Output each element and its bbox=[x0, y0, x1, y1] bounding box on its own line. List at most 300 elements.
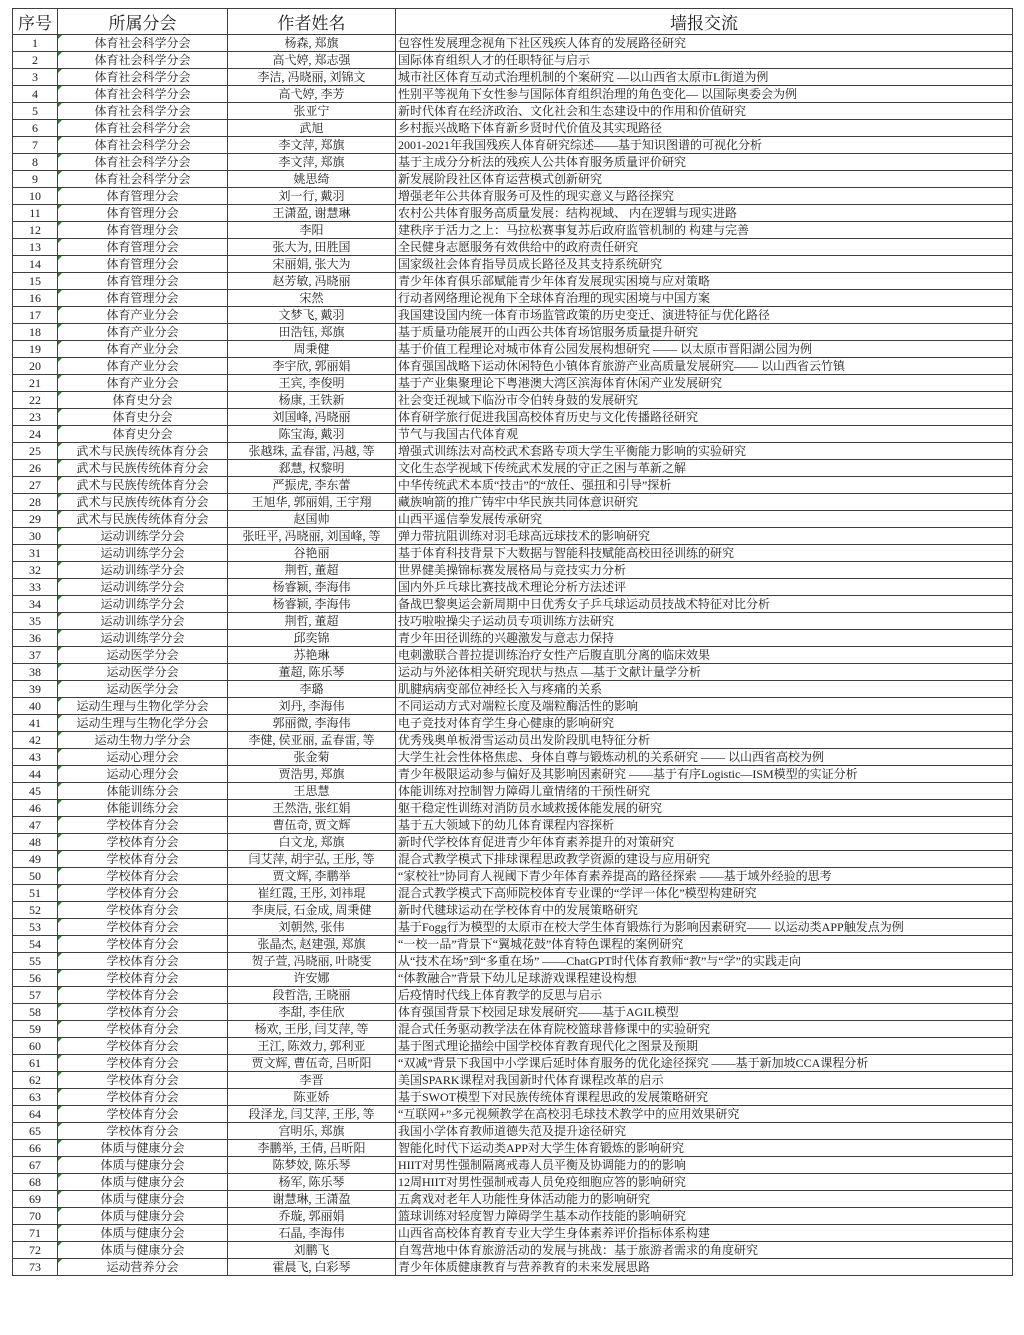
title-cell[interactable] bbox=[396, 596, 1013, 613]
division-cell[interactable] bbox=[58, 1089, 228, 1106]
row-number-cell[interactable] bbox=[13, 817, 58, 834]
division-cell[interactable] bbox=[58, 834, 228, 851]
title-cell[interactable] bbox=[396, 154, 1013, 171]
authors-cell[interactable] bbox=[228, 800, 396, 817]
row-number-cell[interactable] bbox=[13, 1242, 58, 1259]
authors-cell[interactable] bbox=[228, 1055, 396, 1072]
row-number-cell[interactable] bbox=[13, 834, 58, 851]
authors-cell[interactable] bbox=[228, 681, 396, 698]
authors-cell[interactable] bbox=[228, 766, 396, 783]
title-cell[interactable] bbox=[396, 460, 1013, 477]
row-number-cell[interactable] bbox=[13, 460, 58, 477]
row-number-cell[interactable] bbox=[13, 290, 58, 307]
title-cell[interactable] bbox=[396, 239, 1013, 256]
title-cell[interactable] bbox=[396, 1174, 1013, 1191]
row-number-cell[interactable] bbox=[13, 511, 58, 528]
division-cell[interactable] bbox=[58, 851, 228, 868]
row-number-cell[interactable] bbox=[13, 341, 58, 358]
authors-cell[interactable] bbox=[228, 1259, 396, 1276]
authors-cell[interactable] bbox=[228, 970, 396, 987]
row-number-cell[interactable] bbox=[13, 1055, 58, 1072]
division-cell[interactable] bbox=[58, 477, 228, 494]
title-cell[interactable] bbox=[396, 1208, 1013, 1225]
division-cell[interactable] bbox=[58, 664, 228, 681]
division-cell[interactable] bbox=[58, 970, 228, 987]
authors-cell[interactable] bbox=[228, 919, 396, 936]
row-number-cell[interactable] bbox=[13, 324, 58, 341]
row-number-cell[interactable] bbox=[13, 1225, 58, 1242]
authors-cell[interactable] bbox=[228, 171, 396, 188]
division-cell[interactable] bbox=[58, 817, 228, 834]
column-header-no[interactable]: 序号 bbox=[13, 9, 58, 35]
title-cell[interactable] bbox=[396, 1055, 1013, 1072]
row-number-cell[interactable] bbox=[13, 630, 58, 647]
division-cell[interactable] bbox=[58, 1174, 228, 1191]
authors-cell[interactable] bbox=[228, 120, 396, 137]
division-cell[interactable] bbox=[58, 239, 228, 256]
division-cell[interactable] bbox=[58, 1208, 228, 1225]
authors-cell[interactable] bbox=[228, 1225, 396, 1242]
title-cell[interactable] bbox=[396, 307, 1013, 324]
title-cell[interactable] bbox=[396, 494, 1013, 511]
title-cell[interactable] bbox=[396, 630, 1013, 647]
title-cell[interactable] bbox=[396, 783, 1013, 800]
title-cell[interactable] bbox=[396, 120, 1013, 137]
division-cell[interactable] bbox=[58, 885, 228, 902]
authors-cell[interactable] bbox=[228, 460, 396, 477]
title-cell[interactable] bbox=[396, 443, 1013, 460]
division-cell[interactable] bbox=[58, 579, 228, 596]
authors-cell[interactable] bbox=[228, 188, 396, 205]
title-cell[interactable] bbox=[396, 817, 1013, 834]
title-cell[interactable] bbox=[396, 205, 1013, 222]
row-number-cell[interactable] bbox=[13, 936, 58, 953]
row-number-cell[interactable] bbox=[13, 698, 58, 715]
authors-cell[interactable] bbox=[228, 936, 396, 953]
title-cell[interactable] bbox=[396, 664, 1013, 681]
authors-cell[interactable] bbox=[228, 511, 396, 528]
row-number-cell[interactable] bbox=[13, 562, 58, 579]
title-cell[interactable] bbox=[396, 902, 1013, 919]
authors-cell[interactable] bbox=[228, 698, 396, 715]
row-number-cell[interactable] bbox=[13, 154, 58, 171]
title-cell[interactable] bbox=[396, 1242, 1013, 1259]
division-cell[interactable] bbox=[58, 1140, 228, 1157]
division-cell[interactable] bbox=[58, 392, 228, 409]
division-cell[interactable] bbox=[58, 358, 228, 375]
authors-cell[interactable] bbox=[228, 902, 396, 919]
row-number-cell[interactable] bbox=[13, 426, 58, 443]
row-number-cell[interactable] bbox=[13, 222, 58, 239]
division-cell[interactable] bbox=[58, 613, 228, 630]
row-number-cell[interactable] bbox=[13, 120, 58, 137]
title-cell[interactable] bbox=[396, 545, 1013, 562]
title-cell[interactable] bbox=[396, 171, 1013, 188]
title-cell[interactable] bbox=[396, 392, 1013, 409]
title-cell[interactable] bbox=[396, 715, 1013, 732]
title-cell[interactable] bbox=[396, 766, 1013, 783]
authors-cell[interactable] bbox=[228, 86, 396, 103]
title-cell[interactable] bbox=[396, 1259, 1013, 1276]
division-cell[interactable] bbox=[58, 1055, 228, 1072]
authors-cell[interactable] bbox=[228, 596, 396, 613]
row-number-cell[interactable] bbox=[13, 902, 58, 919]
division-cell[interactable] bbox=[58, 1157, 228, 1174]
title-cell[interactable] bbox=[396, 1225, 1013, 1242]
division-cell[interactable] bbox=[58, 511, 228, 528]
division-cell[interactable] bbox=[58, 1072, 228, 1089]
division-cell[interactable] bbox=[58, 783, 228, 800]
title-cell[interactable] bbox=[396, 1106, 1013, 1123]
cell-error-indicator-icon bbox=[58, 1021, 62, 1025]
title-cell[interactable] bbox=[396, 868, 1013, 885]
division-cell[interactable] bbox=[58, 120, 228, 137]
authors-cell[interactable] bbox=[228, 1089, 396, 1106]
authors-cell[interactable] bbox=[228, 69, 396, 86]
division-cell[interactable] bbox=[58, 1106, 228, 1123]
row-number-cell[interactable] bbox=[13, 800, 58, 817]
row-number-cell[interactable] bbox=[13, 579, 58, 596]
column-header-authors[interactable]: 作者姓名 bbox=[228, 9, 396, 35]
division-cell[interactable] bbox=[58, 1038, 228, 1055]
row-number-cell[interactable] bbox=[13, 137, 58, 154]
authors-cell[interactable] bbox=[228, 375, 396, 392]
row-number-cell[interactable] bbox=[13, 52, 58, 69]
division-cell[interactable] bbox=[58, 443, 228, 460]
authors-cell[interactable] bbox=[228, 205, 396, 222]
authors-cell[interactable] bbox=[228, 630, 396, 647]
row-number-cell[interactable] bbox=[13, 919, 58, 936]
title-cell[interactable] bbox=[396, 341, 1013, 358]
title-cell[interactable] bbox=[396, 1038, 1013, 1055]
division-cell[interactable] bbox=[58, 1225, 228, 1242]
row-number-cell[interactable] bbox=[13, 1191, 58, 1208]
title-cell[interactable] bbox=[396, 409, 1013, 426]
authors-cell[interactable] bbox=[228, 834, 396, 851]
authors-cell[interactable] bbox=[228, 324, 396, 341]
authors-cell[interactable] bbox=[228, 545, 396, 562]
row-number-cell[interactable] bbox=[13, 1123, 58, 1140]
authors-cell[interactable] bbox=[228, 307, 396, 324]
authors-cell[interactable] bbox=[228, 273, 396, 290]
row-number-cell[interactable] bbox=[13, 749, 58, 766]
division-cell[interactable] bbox=[58, 919, 228, 936]
title-cell[interactable] bbox=[396, 188, 1013, 205]
division-cell[interactable] bbox=[58, 698, 228, 715]
authors-cell[interactable] bbox=[228, 1106, 396, 1123]
title-cell[interactable] bbox=[396, 69, 1013, 86]
authors-cell[interactable] bbox=[228, 1123, 396, 1140]
row-number-cell[interactable] bbox=[13, 868, 58, 885]
division-cell[interactable] bbox=[58, 528, 228, 545]
division-cell[interactable] bbox=[58, 256, 228, 273]
division-cell-text: 运动训练学分会 bbox=[100, 580, 185, 594]
title-cell[interactable] bbox=[396, 579, 1013, 596]
row-number-cell[interactable] bbox=[13, 885, 58, 902]
authors-cell[interactable] bbox=[228, 664, 396, 681]
division-cell[interactable] bbox=[58, 749, 228, 766]
title-cell[interactable] bbox=[396, 137, 1013, 154]
authors-cell[interactable] bbox=[228, 222, 396, 239]
title-cell[interactable] bbox=[396, 613, 1013, 630]
authors-cell[interactable] bbox=[228, 885, 396, 902]
division-cell[interactable] bbox=[58, 205, 228, 222]
authors-cell[interactable] bbox=[228, 409, 396, 426]
authors-cell[interactable] bbox=[228, 1072, 396, 1089]
division-cell[interactable] bbox=[58, 273, 228, 290]
row-number-cell[interactable] bbox=[13, 494, 58, 511]
division-cell[interactable] bbox=[58, 426, 228, 443]
row-number-cell[interactable] bbox=[13, 528, 58, 545]
authors-cell[interactable] bbox=[228, 851, 396, 868]
division-cell[interactable] bbox=[58, 732, 228, 749]
division-cell[interactable] bbox=[58, 103, 228, 120]
row-number-cell[interactable] bbox=[13, 358, 58, 375]
authors-cell[interactable] bbox=[228, 613, 396, 630]
division-cell[interactable] bbox=[58, 290, 228, 307]
row-number-cell[interactable] bbox=[13, 205, 58, 222]
row-number-cell[interactable] bbox=[13, 851, 58, 868]
division-cell[interactable] bbox=[58, 171, 228, 188]
division-cell[interactable] bbox=[58, 460, 228, 477]
division-cell[interactable] bbox=[58, 766, 228, 783]
row-number-cell[interactable] bbox=[13, 69, 58, 86]
row-number-cell[interactable] bbox=[13, 970, 58, 987]
division-cell[interactable] bbox=[58, 647, 228, 664]
row-number-cell[interactable] bbox=[13, 681, 58, 698]
authors-cell[interactable] bbox=[228, 579, 396, 596]
authors-cell[interactable] bbox=[228, 290, 396, 307]
title-cell[interactable] bbox=[396, 52, 1013, 69]
title-cell[interactable] bbox=[396, 256, 1013, 273]
division-cell[interactable] bbox=[58, 1123, 228, 1140]
title-cell[interactable] bbox=[396, 273, 1013, 290]
title-cell[interactable] bbox=[396, 800, 1013, 817]
row-number-cell[interactable] bbox=[13, 783, 58, 800]
row-number-cell[interactable] bbox=[13, 766, 58, 783]
row-number-cell[interactable] bbox=[13, 545, 58, 562]
title-cell[interactable] bbox=[396, 1140, 1013, 1157]
authors-cell[interactable] bbox=[228, 154, 396, 171]
title-cell[interactable] bbox=[396, 749, 1013, 766]
authors-cell[interactable] bbox=[228, 52, 396, 69]
authors-cell[interactable] bbox=[228, 392, 396, 409]
title-cell[interactable] bbox=[396, 698, 1013, 715]
row-number-cell[interactable] bbox=[13, 239, 58, 256]
authors-cell[interactable] bbox=[228, 341, 396, 358]
division-cell[interactable] bbox=[58, 953, 228, 970]
title-cell[interactable] bbox=[396, 222, 1013, 239]
title-cell[interactable] bbox=[396, 562, 1013, 579]
division-cell[interactable] bbox=[58, 715, 228, 732]
authors-cell[interactable] bbox=[228, 1157, 396, 1174]
division-cell[interactable] bbox=[58, 341, 228, 358]
row-number-cell[interactable] bbox=[13, 35, 58, 52]
row-number-cell[interactable] bbox=[13, 1004, 58, 1021]
row-number-cell[interactable] bbox=[13, 1021, 58, 1038]
title-cell[interactable] bbox=[396, 375, 1013, 392]
title-cell[interactable] bbox=[396, 647, 1013, 664]
authors-cell[interactable] bbox=[228, 987, 396, 1004]
division-cell[interactable] bbox=[58, 35, 228, 52]
division-cell[interactable] bbox=[58, 154, 228, 171]
title-cell[interactable] bbox=[396, 1157, 1013, 1174]
title-cell[interactable] bbox=[396, 1004, 1013, 1021]
authors-cell[interactable] bbox=[228, 35, 396, 52]
title-cell[interactable] bbox=[396, 732, 1013, 749]
row-number-cell[interactable] bbox=[13, 613, 58, 630]
division-cell[interactable] bbox=[58, 545, 228, 562]
row-number-cell[interactable] bbox=[13, 1072, 58, 1089]
authors-cell[interactable] bbox=[228, 1242, 396, 1259]
division-cell[interactable] bbox=[58, 1004, 228, 1021]
row-number-cell[interactable] bbox=[13, 1174, 58, 1191]
authors-cell[interactable] bbox=[228, 256, 396, 273]
division-cell[interactable] bbox=[58, 52, 228, 69]
authors-cell[interactable] bbox=[228, 817, 396, 834]
row-number-cell[interactable] bbox=[13, 392, 58, 409]
row-number-cell[interactable] bbox=[13, 188, 58, 205]
division-cell[interactable] bbox=[58, 630, 228, 647]
title-cell[interactable] bbox=[396, 851, 1013, 868]
authors-cell[interactable] bbox=[228, 749, 396, 766]
cell-error-indicator-icon bbox=[58, 69, 62, 73]
title-cell[interactable] bbox=[396, 477, 1013, 494]
authors-cell[interactable] bbox=[228, 426, 396, 443]
division-cell[interactable] bbox=[58, 137, 228, 154]
authors-cell[interactable] bbox=[228, 528, 396, 545]
row-number-cell[interactable] bbox=[13, 1106, 58, 1123]
row-number-cell[interactable] bbox=[13, 596, 58, 613]
row-number-cell[interactable] bbox=[13, 1259, 58, 1276]
row-number-cell[interactable] bbox=[13, 1038, 58, 1055]
division-cell[interactable] bbox=[58, 86, 228, 103]
authors-cell[interactable] bbox=[228, 239, 396, 256]
title-cell[interactable] bbox=[396, 885, 1013, 902]
division-cell[interactable] bbox=[58, 800, 228, 817]
row-number-cell[interactable] bbox=[13, 1140, 58, 1157]
division-cell[interactable] bbox=[58, 596, 228, 613]
authors-cell[interactable] bbox=[228, 868, 396, 885]
title-cell[interactable] bbox=[396, 290, 1013, 307]
division-cell[interactable] bbox=[58, 494, 228, 511]
authors-cell[interactable] bbox=[228, 1174, 396, 1191]
title-cell[interactable] bbox=[396, 681, 1013, 698]
authors-cell[interactable] bbox=[228, 1021, 396, 1038]
division-cell[interactable] bbox=[58, 409, 228, 426]
authors-cell[interactable] bbox=[228, 1038, 396, 1055]
authors-cell[interactable] bbox=[228, 647, 396, 664]
authors-cell[interactable] bbox=[228, 477, 396, 494]
title-cell[interactable] bbox=[396, 426, 1013, 443]
authors-cell[interactable] bbox=[228, 103, 396, 120]
row-number-cell[interactable] bbox=[13, 409, 58, 426]
authors-cell[interactable] bbox=[228, 1208, 396, 1225]
division-cell[interactable] bbox=[58, 375, 228, 392]
title-cell[interactable] bbox=[396, 987, 1013, 1004]
title-cell[interactable] bbox=[396, 1072, 1013, 1089]
authors-cell[interactable] bbox=[228, 562, 396, 579]
division-cell[interactable] bbox=[58, 902, 228, 919]
authors-cell[interactable] bbox=[228, 783, 396, 800]
row-number-cell-text: 57 bbox=[29, 988, 41, 1002]
division-cell[interactable] bbox=[58, 1191, 228, 1208]
authors-cell[interactable] bbox=[228, 1004, 396, 1021]
title-cell[interactable] bbox=[396, 1123, 1013, 1140]
division-cell[interactable] bbox=[58, 1021, 228, 1038]
division-cell[interactable] bbox=[58, 188, 228, 205]
row-number-cell[interactable] bbox=[13, 664, 58, 681]
row-number-cell[interactable] bbox=[13, 86, 58, 103]
division-cell[interactable] bbox=[58, 936, 228, 953]
authors-cell[interactable] bbox=[228, 443, 396, 460]
division-cell[interactable] bbox=[58, 69, 228, 86]
title-cell[interactable] bbox=[396, 528, 1013, 545]
row-number-cell[interactable] bbox=[13, 1157, 58, 1174]
title-cell[interactable] bbox=[396, 324, 1013, 341]
row-number-cell[interactable] bbox=[13, 715, 58, 732]
row-number-cell[interactable] bbox=[13, 171, 58, 188]
row-number-cell[interactable] bbox=[13, 987, 58, 1004]
title-cell[interactable] bbox=[396, 1021, 1013, 1038]
row-number-cell[interactable] bbox=[13, 1089, 58, 1106]
title-cell[interactable] bbox=[396, 834, 1013, 851]
division-cell[interactable] bbox=[58, 868, 228, 885]
title-cell[interactable] bbox=[396, 936, 1013, 953]
row-number-cell[interactable] bbox=[13, 1208, 58, 1225]
row-number-cell[interactable] bbox=[13, 273, 58, 290]
column-header-title[interactable]: 墙报交流 bbox=[396, 9, 1013, 35]
row-number-cell[interactable] bbox=[13, 647, 58, 664]
title-cell[interactable] bbox=[396, 953, 1013, 970]
row-number-cell[interactable] bbox=[13, 477, 58, 494]
division-cell[interactable] bbox=[58, 307, 228, 324]
column-header-division[interactable]: 所属分会 bbox=[58, 9, 228, 35]
authors-cell[interactable] bbox=[228, 1191, 396, 1208]
row-number-cell[interactable] bbox=[13, 307, 58, 324]
title-cell[interactable] bbox=[396, 919, 1013, 936]
title-cell[interactable] bbox=[396, 970, 1013, 987]
title-cell[interactable] bbox=[396, 86, 1013, 103]
division-cell[interactable] bbox=[58, 681, 228, 698]
title-cell[interactable] bbox=[396, 103, 1013, 120]
division-cell[interactable] bbox=[58, 987, 228, 1004]
title-cell[interactable] bbox=[396, 35, 1013, 52]
authors-cell[interactable] bbox=[228, 494, 396, 511]
row-number-cell[interactable] bbox=[13, 256, 58, 273]
division-cell[interactable] bbox=[58, 324, 228, 341]
title-cell[interactable] bbox=[396, 511, 1013, 528]
title-cell[interactable] bbox=[396, 358, 1013, 375]
row-number-cell[interactable] bbox=[13, 375, 58, 392]
division-cell[interactable] bbox=[58, 222, 228, 239]
division-cell[interactable] bbox=[58, 1242, 228, 1259]
authors-cell[interactable] bbox=[228, 358, 396, 375]
title-cell[interactable] bbox=[396, 1191, 1013, 1208]
title-cell[interactable] bbox=[396, 1089, 1013, 1106]
authors-cell[interactable] bbox=[228, 732, 396, 749]
division-cell[interactable] bbox=[58, 1259, 228, 1276]
authors-cell[interactable] bbox=[228, 715, 396, 732]
row-number-cell[interactable] bbox=[13, 443, 58, 460]
division-cell[interactable] bbox=[58, 562, 228, 579]
row-number-cell[interactable] bbox=[13, 953, 58, 970]
authors-cell[interactable] bbox=[228, 953, 396, 970]
row-number-cell[interactable] bbox=[13, 103, 58, 120]
authors-cell[interactable] bbox=[228, 1140, 396, 1157]
row-number-cell[interactable] bbox=[13, 732, 58, 749]
authors-cell[interactable] bbox=[228, 137, 396, 154]
